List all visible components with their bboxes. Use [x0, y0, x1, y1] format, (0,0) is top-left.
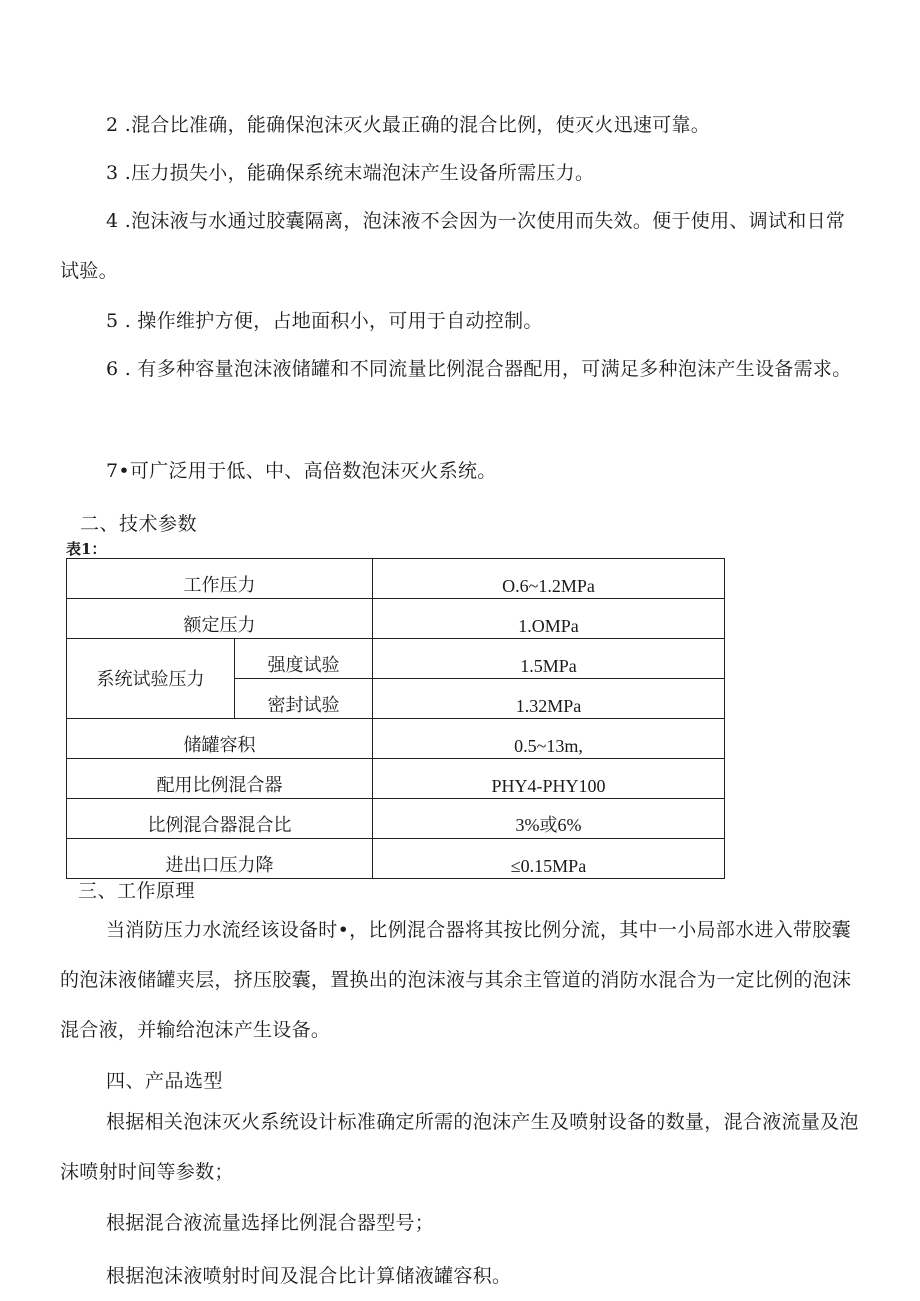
- feature-item-3: 3 .压力损失小，能确保系统末端泡沫产生设备所需压力。: [106, 162, 595, 184]
- param-label: 工作压力: [67, 559, 373, 599]
- param-value: 1.5MPa: [373, 639, 725, 679]
- feature-item-6: 6 . 有多种容量泡沫液储罐和不同流量比例混合器配用，可满足多种泡沫产生设备需求。: [106, 358, 852, 380]
- section-4-para-2: 根据混合液流量选择比例混合器型号；: [106, 1212, 435, 1234]
- table-row: [67, 599, 725, 639]
- section-4-para-1: 根据相关泡沫灭火系统设计标准确定所需的泡沫产生及喷射设备的数量，混合液流量及泡沫喷射时间等参数；: [60, 1111, 859, 1183]
- table-caption: 表1：: [66, 540, 107, 558]
- table-row: [67, 799, 725, 839]
- table-row: [67, 759, 725, 799]
- param-label: 额定压力: [67, 599, 373, 639]
- param-value: 1.OMPa: [373, 599, 725, 639]
- section-3-body: 当消防压力水流经该设备时•，比例混合器将其按比例分流，其中一小局部水进入带胶囊的泡沫液储罐夹层，挤压胶囊，置换出的泡沫液与其余主管道的消防水混合为一定比例的泡沫混合液，并输给泡沫产生设备。: [60, 919, 852, 1041]
- table-row: [67, 839, 725, 879]
- table-row: [67, 639, 725, 679]
- feature-item-2: 2 .混合比准确，能确保泡沫灭火最正确的混合比例，使灭火迅速可靠。: [106, 114, 711, 136]
- section-2-heading: 二、技术参数: [80, 513, 198, 535]
- feature-item-7: 7•可广泛用于低、中、高倍数泡沫灭火系统。: [106, 460, 497, 482]
- table-row: [67, 719, 725, 759]
- section-3-heading: 三、工作原理: [78, 880, 196, 902]
- param-label: 配用比例混合器: [67, 759, 373, 799]
- param-value: 1.32MPa: [373, 679, 725, 719]
- param-value: 3%或6%: [373, 799, 725, 839]
- feature-item-5: 5 . 操作维护方便，占地面积小，可用于自动控制。: [106, 310, 543, 332]
- param-label: 进出口压力降: [67, 839, 373, 879]
- param-value: PHY4-PHY100: [373, 759, 725, 799]
- tech-params-table: [66, 558, 725, 879]
- table-row: [67, 559, 725, 599]
- param-label: 比例混合器混合比: [67, 799, 373, 839]
- param-sublabel: 强度试验: [235, 639, 373, 679]
- param-value: O.6~1.2MPa: [373, 559, 725, 599]
- section-4-para-3: 根据泡沫液喷射时间及混合比计算储液罐容积。: [106, 1265, 512, 1287]
- param-value: ≤0.15MPa: [373, 839, 725, 879]
- section-4-heading: 四、产品选型: [106, 1070, 224, 1092]
- param-label: 系统试验压力: [67, 639, 235, 719]
- param-value: 0.5~13m,: [373, 719, 725, 759]
- param-sublabel: 密封试验: [235, 679, 373, 719]
- feature-item-4: 4 .泡沫液与水通过胶囊隔离，泡沫液不会因为一次使用而失效。便于使用、调试和日常试验。: [60, 210, 846, 282]
- param-label: 储罐容积: [67, 719, 373, 759]
